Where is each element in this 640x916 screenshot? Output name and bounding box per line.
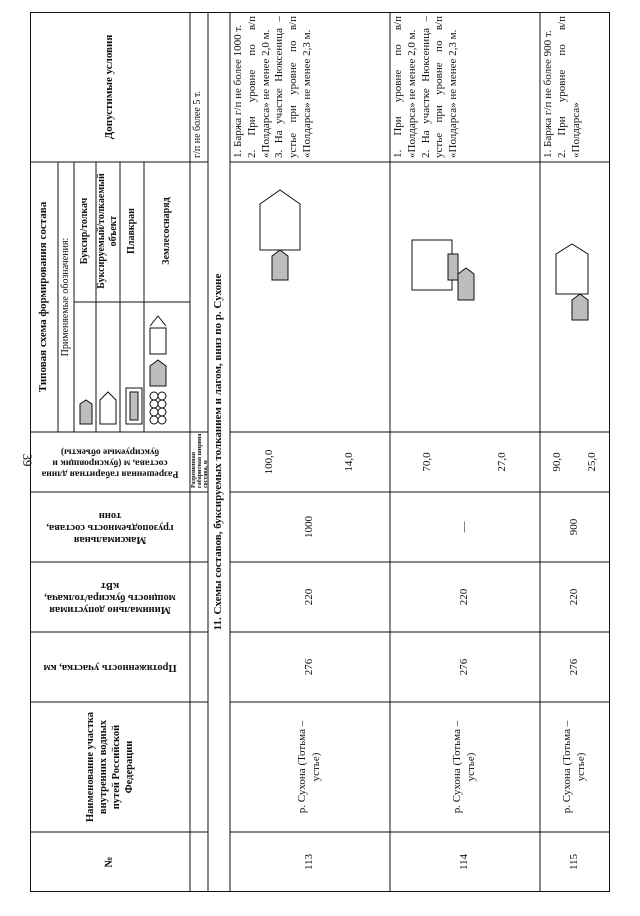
section-title: 11. Схемы составов, буксируемых толканием и лагом, вниз по р. Сухоне [212,273,225,631]
row-113-no: 113 [303,853,316,871]
header-capacity: Максимальная грузоподъемность состава, тонн [46,509,174,546]
barge-icon [100,392,116,424]
header-allowed-width-cell [190,432,208,492]
row-113-comp-width: 14,0 [343,452,356,472]
row-115-capacity: 900 [568,518,581,536]
header-length-cell [30,632,190,702]
row-113-name: р. Сухона (Тотьма – устье) [296,720,322,814]
header-capacity-cell [30,492,190,562]
barge-icon [260,190,300,250]
row-114-power: 220 [458,588,471,606]
raft-icon [126,388,142,424]
row-113-length: 276 [303,658,316,676]
row-114-conditions: 1. При уровне по в/п «Полдарса» не менее 2,0 м. 2. На участке Нюксеница – устье при уровне по в/п «Полдарса» не менее 2,3 м. [392,16,459,158]
row-113-scheme [232,164,388,430]
legend-raft-label: Плавкран [125,208,137,254]
header-allowed-width: Разрешенная габаритная ширина состава, м [191,433,209,488]
top-row-conditions: г/п не более 5 т. [192,91,203,158]
tug-icon [572,294,588,320]
legend-dredger-label: Землесоснаряд [160,197,172,265]
header-section-name: Наименование участка внутренних водных путей Российской Федерации [84,712,136,823]
header-power-cell [30,562,190,632]
header-length: Протяженность участка, км [43,662,177,674]
header-allowed-length: Разрешенная габаритная длина состава, м (буксировщик и буксируемые объекты) [41,446,179,479]
row-114-scheme [392,164,538,430]
row-115-length: 276 [568,658,581,676]
row-114-no: 114 [458,853,471,871]
row-115-conditions: 1. Баржа г/п не более 900 т. 2. При уровне по в/п «Полдарса» [542,16,582,158]
row-115-name: р. Сухона (Тотьма – устье) [561,720,587,814]
row-114-length: 276 [458,658,471,676]
header-power: Минимально допустимая мощность буксира/толкача, кВт [44,579,176,616]
row-115-no: 115 [568,853,581,871]
row-115-comp-width: 25,0 [585,452,598,472]
header-scheme: Типовая схема формирования состава [37,201,50,393]
raft-icon [412,240,452,290]
row-115-comp-length: 90,0 [550,452,563,472]
row-114-comp-width: 27,0 [495,452,508,472]
barge-icon [556,244,588,294]
page-number: 39 [20,453,35,467]
row-113-capacity: 1000 [303,516,316,538]
row-114-name: р. Сухона (Тотьма – устье) [451,720,477,814]
document-sheet [30,12,610,892]
row-113-comp-length: 100,0 [263,449,276,475]
tug-icon [272,250,288,280]
tug-icon [80,400,92,424]
header-scheme-legend-title: Применяемые обозначения: [59,237,71,357]
tug-icon [458,268,474,300]
header-conditions: Допустимые условия [103,34,116,140]
dredger-icon [150,316,166,424]
legend-tug-label: Буксир/толкач [78,197,90,265]
row-115-power: 220 [568,588,581,606]
header-no: № [103,856,116,868]
row-113-conditions: 1. Баржа г/п не более 1000 т. 2. При уровне по в/п «Полдарса» не менее 2,0 м. 3. На участке Нюксеница – устье при уровне по в/п «Полдарса» не менее 2,3 м. [232,16,313,158]
legend-towed-label: Буксируемый/толкаемый объект [95,173,119,289]
row-114-capacity: — [458,521,471,533]
legend-icons [76,304,188,430]
header-allowed-length-cell [30,432,190,492]
row-113-power: 220 [303,588,316,606]
row-115-scheme [542,164,608,430]
row-114-comp-length: 70,0 [420,452,433,472]
